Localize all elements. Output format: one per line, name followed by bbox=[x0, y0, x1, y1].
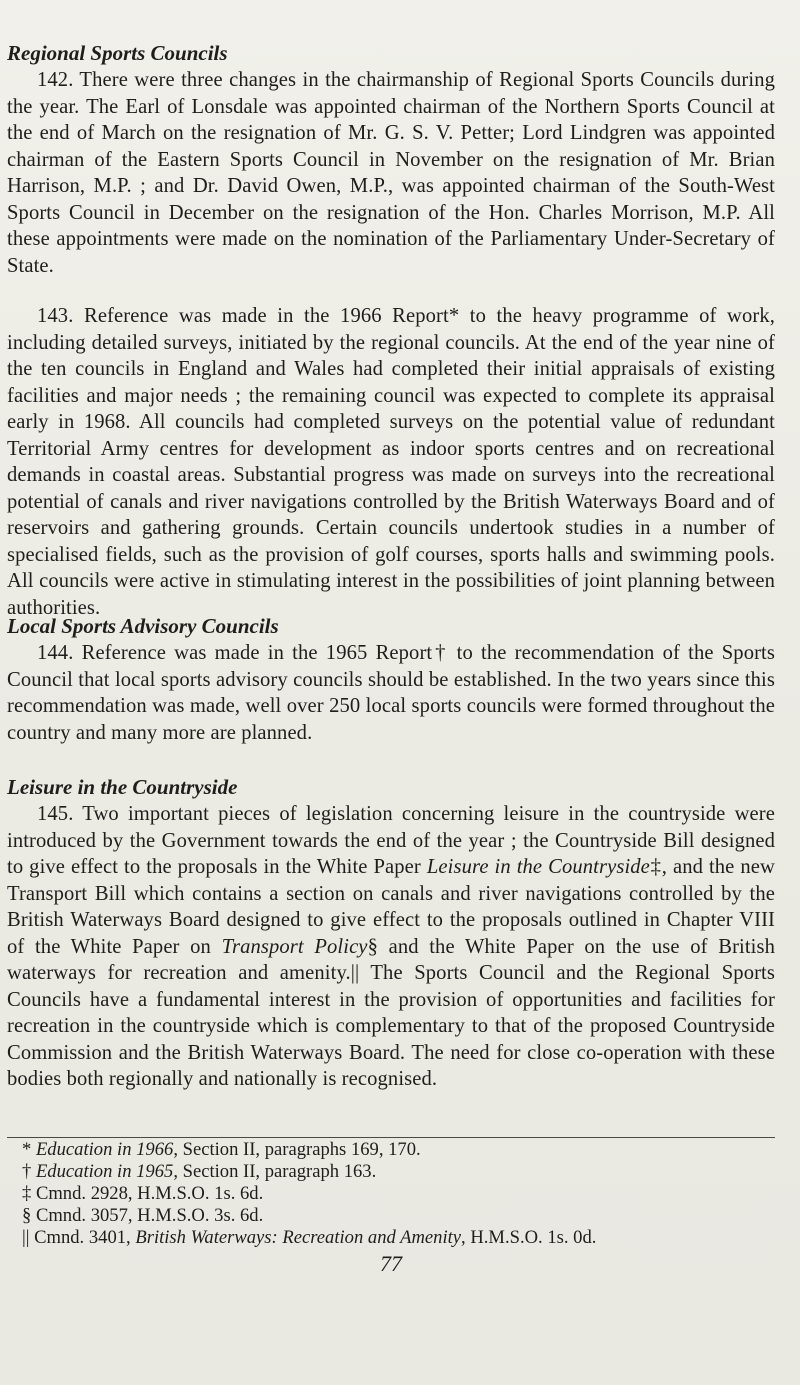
white-paper-title: Leisure in the Countryside bbox=[426, 856, 650, 878]
section-heading: Leisure in the Countryside bbox=[7, 775, 238, 799]
footnote-prefix: ‡ Cmnd. 2928, H.M.S.O. 1s. 6d. bbox=[22, 1183, 264, 1204]
paragraph-text: ‡, and the new Transport Bill which contains a section on canals and river navigations controlled by the British Waterways Board designed to give effect to the proposals outlined in Chapter VIII of the White Paper on bbox=[7, 856, 776, 958]
paragraph-145 bbox=[7, 801, 775, 1093]
paragraph-142: 142. There were three changes in the chairmanship of Regional Sports Councils during the year. The Earl of Lonsdale was appointed chairman of the Northern Sports Council at the end of March on the resignation of Mr. G. S. V. Petter; Lord Lindgren was appointed chairman of the Eastern Sports Council in November on the resignation of Mr. Brian Harrison, M.P. ; and Dr. David Owen, M.P., was appointed chairman of the South-West Sports Council in December on the resignation of the Hon. Charles Morrison, M.P. All these appointments were made on the nomination of the Parliamentary Under-Secretary of State. bbox=[7, 69, 775, 277]
footnote-title: British Waterways: Recreation and Amenity bbox=[135, 1227, 462, 1248]
footnote-prefix: § Cmnd. 3057, H.M.S.O. 3s. 6d. bbox=[22, 1205, 264, 1226]
footnotes bbox=[7, 1139, 775, 1249]
page-number: 77 bbox=[380, 1251, 402, 1276]
footnote-rest: , Section II, paragraph 163. bbox=[173, 1161, 377, 1182]
footnote-title: Education in 1966 bbox=[35, 1139, 174, 1160]
footnote bbox=[22, 1205, 775, 1227]
paragraph-143: 143. Reference was made in the 1966 Report* to the heavy programme of work, including detailed surveys, initiated by the regional councils. At the end of the year nine of the ten councils in England and Wales had completed their initial appraisals of existing facilities and major needs ; the remaining council was expected to complete its appraisal early in 1968. All councils had completed surveys on the potential value of redundant Territorial Army centres for development as indoor sports centres and on recreational demands in coastal areas. Substantial progress was made on surveys into the recreational potential of canals and river navigations controlled by the British Waterways Board and of reservoirs and gathering grounds. Certain councils undertook studies in a number of specialised fields, such as the provision of golf courses, sports halls and swimming pools. All councils were active in stimulating interest in the possibilities of joint planning between authorities. bbox=[7, 305, 775, 619]
footnote-prefix: * bbox=[22, 1139, 36, 1160]
footnote-prefix: † bbox=[22, 1161, 36, 1182]
white-paper-title: Transport Policy bbox=[221, 935, 368, 958]
section-heading: Local Sports Advisory Councils bbox=[7, 614, 279, 638]
footnote-divider bbox=[7, 1137, 775, 1138]
section-regional-sports-councils bbox=[7, 40, 775, 621]
footnote bbox=[22, 1227, 775, 1249]
footnote-prefix: || Cmnd. 3401, bbox=[22, 1227, 136, 1248]
footnote bbox=[22, 1139, 775, 1161]
footnote-rest: , H.M.S.O. 1s. 0d. bbox=[461, 1227, 597, 1248]
paragraph-text: § and the White Paper on the use of British waterways for recreation and amenity.|| The Sports Council and the Regional Sports Councils have a fundamental interest in the provision of opportunities and facilities for recreation in the countryside which is complementary to that of the proposed Countryside Commission and the British Waterways Board. The need for close co-operation with these bodies both regionally and nationally is recognised. bbox=[7, 935, 776, 1090]
footnote-title: Education in 1965 bbox=[35, 1161, 174, 1182]
footnote bbox=[22, 1161, 775, 1183]
footnote-rest: , Section II, paragraphs 169, 170. bbox=[173, 1139, 421, 1160]
paragraph-144: 144. Reference was made in the 1965 Report† to the recommendation of the Sports Council that local sports advisory councils should be established. In the two years since this recommendation was made, well over 250 local sports councils were formed throughout the country and many more are planned. bbox=[7, 642, 775, 744]
section-leisure-in-the-countryside bbox=[7, 774, 775, 1093]
footnote bbox=[22, 1183, 775, 1205]
section-local-sports-advisory-councils bbox=[7, 613, 775, 746]
section-heading: Regional Sports Councils bbox=[7, 41, 228, 65]
paragraph-text: 145. Two important pieces of legislation concerning leisure in the countryside were introduced by the Government towards the end of the year ; the Countryside Bill designed to give effect to the proposals in the White Paper bbox=[7, 803, 775, 878]
